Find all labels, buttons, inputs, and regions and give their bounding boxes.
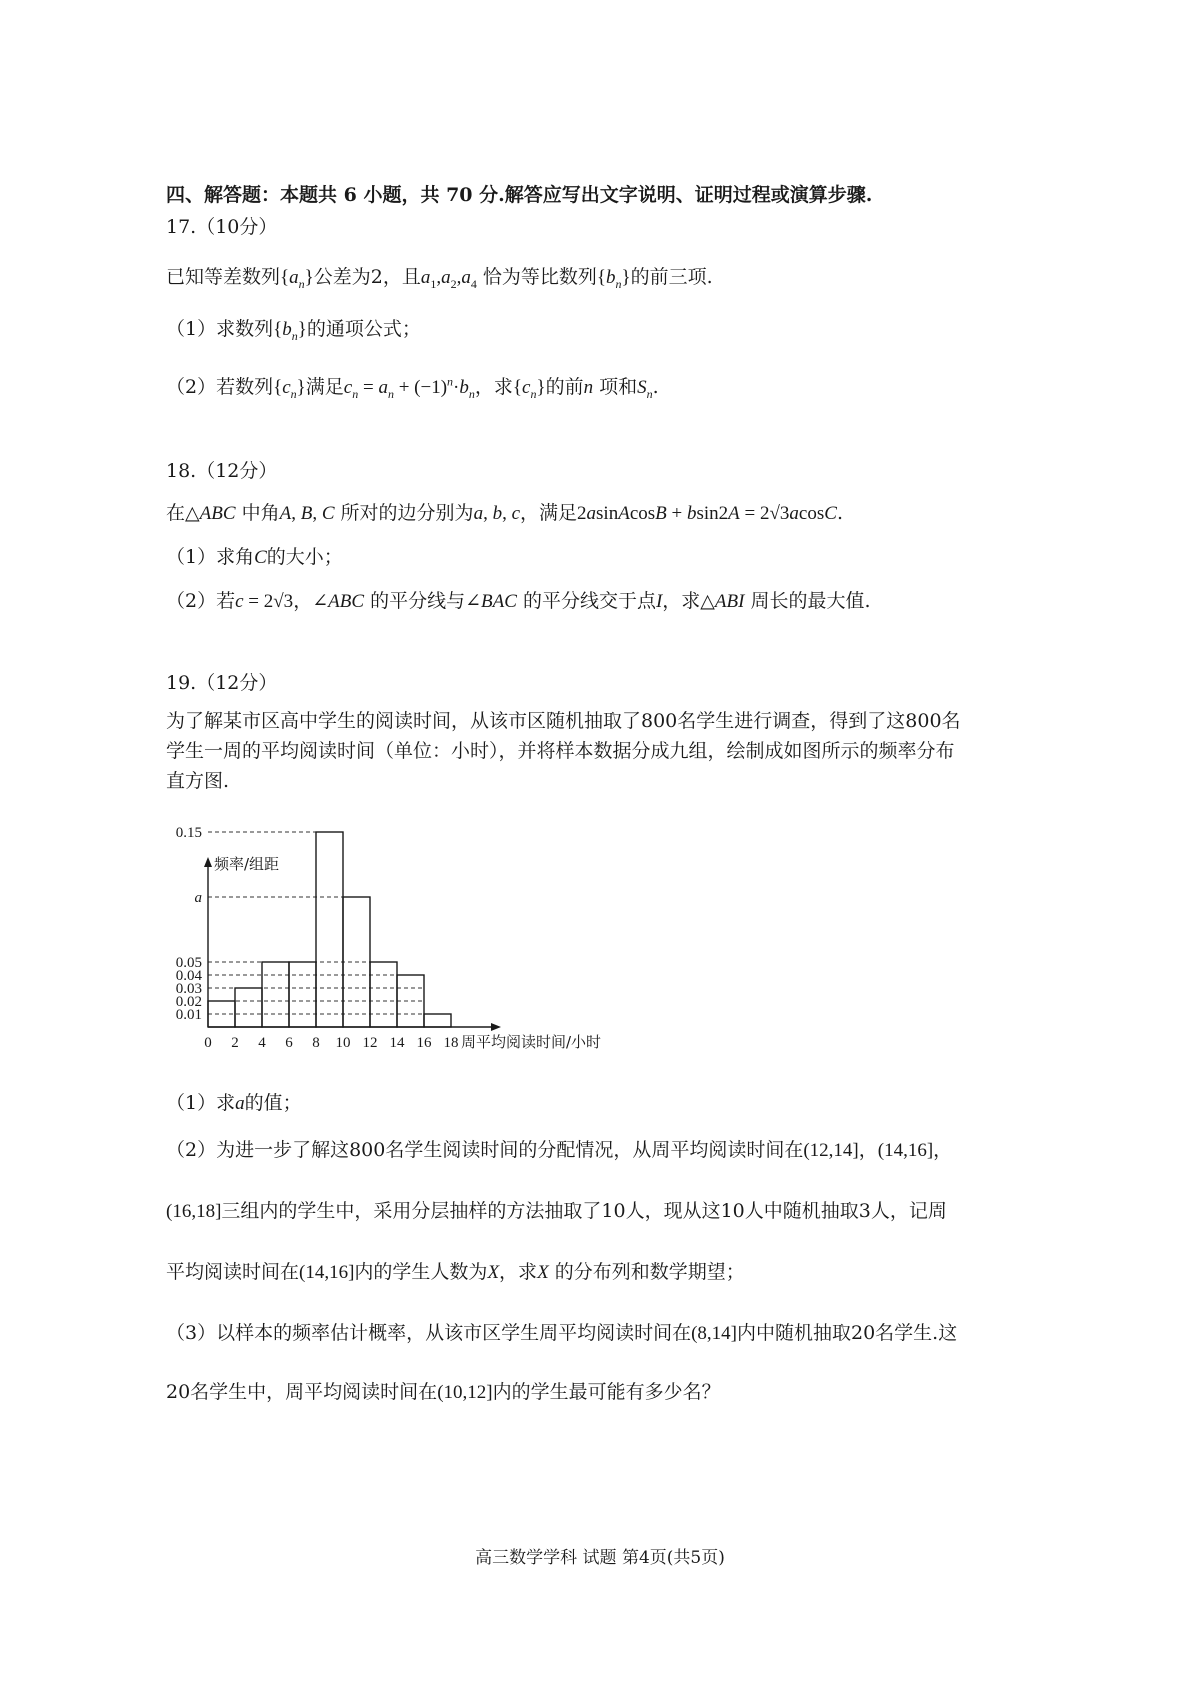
q18-header: 18.（12分） xyxy=(166,460,278,482)
x-axis-title: 周平均阅读时间/小时 xyxy=(461,1033,602,1051)
histogram-bar-8 xyxy=(424,1014,451,1027)
q19-part2-line2: (16,18]三组内的学生中，采用分层抽样的方法抽取了10人，现从这10人中随机抽取3人，记周 xyxy=(166,1200,947,1222)
q19-part1: （1）求a的值； xyxy=(166,1092,302,1114)
x-tick-label-4: 8 xyxy=(312,1035,320,1051)
x-tick-label-2: 4 xyxy=(258,1035,266,1051)
y-axis-arrow xyxy=(204,857,212,867)
x-tick-label-8: 16 xyxy=(416,1035,432,1051)
q17-stem: 已知等差数列$\{a_n\}$公差为2，且$a_1,a_2,a_4$ 恰为等比数列$\{b_n\}$的前三项. xyxy=(166,266,713,291)
q17-header: 17.（10分） xyxy=(166,216,278,238)
x-axis-arrow xyxy=(491,1023,501,1031)
y-tick-label-2: 0.03 xyxy=(175,981,202,997)
x-tick-label-7: 14 xyxy=(389,1035,405,1051)
y-tick-label-4: 0.05 xyxy=(175,955,202,971)
y-tick-label-0: 0.01 xyxy=(175,1007,202,1023)
q18-part2: （2）若c = 2√3，∠ABC 的平分线与∠BAC 的平分线交于点I，求△ABI 周长的最大值. xyxy=(166,590,871,612)
y-tick-label-1: 0.02 xyxy=(175,994,202,1010)
x-tick-label-1: 2 xyxy=(231,1035,239,1051)
histogram-bar-4 xyxy=(316,832,343,1027)
histogram-bar-3 xyxy=(289,962,316,1027)
q18-stem: 在△ABC 中角A, B, C 所对的边分别为a, b, c，满足2asinAcosB + bsin2A = 2√3acosC. xyxy=(166,502,843,524)
q19-stem-line3: 直方图. xyxy=(166,770,230,792)
q18-part1: （1）求角C的大小； xyxy=(166,546,343,568)
histogram-bar-1 xyxy=(235,988,262,1027)
q17-part2: （2）若数列$\{c_n\}$满足$c_n = a_n + (-1)^n\cdot b_n$，求$\{c_n\}$的前n 项和$S_n$. xyxy=(166,374,659,401)
page-footer: 高三数学学科 试题 第4页(共5页) xyxy=(475,1548,725,1568)
y-tick-label-6: 0.15 xyxy=(175,825,202,841)
q19-part2-line3: 平均阅读时间在(14,16]内的学生人数为X，求X 的分布列和数学期望； xyxy=(166,1261,745,1283)
q19-part2-line1: （2）为进一步了解这800名学生阅读时间的分配情况，从周平均阅读时间在(12,14]，(14,16]， xyxy=(166,1139,953,1161)
x-tick-label-6: 12 xyxy=(362,1035,378,1051)
q17-part1: （1）求数列$\{b_n\}$的通项公式； xyxy=(166,318,421,343)
x-tick-label-3: 6 xyxy=(285,1035,293,1051)
section-heading: 四、解答题：本题共 6 小题，共 70 分.解答应写出文字说明、证明过程或演算步骤. xyxy=(166,184,873,206)
y-axis-title: 频率/组距 xyxy=(214,855,280,873)
x-tick-label-0: 0 xyxy=(204,1035,212,1051)
y-tick-label-3: 0.04 xyxy=(175,968,202,984)
q19-stem-line2: 学生一周的平均阅读时间（单位：小时），并将样本数据分成九组，绘制成如图所示的频率分布 xyxy=(166,740,955,762)
x-tick-label-9: 18 xyxy=(443,1035,459,1051)
q19-header: 19.（12分） xyxy=(166,672,278,694)
x-tick-label-5: 10 xyxy=(335,1035,351,1051)
histogram-bar-2 xyxy=(262,962,289,1027)
frequency-histogram xyxy=(150,825,710,1085)
q19-part3-line2: 20名学生中，周平均阅读时间在(10,12]内的学生最可能有多少名？ xyxy=(166,1381,721,1403)
histogram-bar-6 xyxy=(370,962,397,1027)
q19-stem-line1: 为了解某市区高中学生的阅读时间，从该市区随机抽取了800名学生进行调查，得到了这800名 xyxy=(166,710,961,732)
q19-part3-line1: （3）以样本的频率估计概率，从该市区学生周平均阅读时间在(8,14]内中随机抽取20名学生.这 xyxy=(166,1322,958,1344)
y-tick-label-5: a xyxy=(194,890,202,906)
